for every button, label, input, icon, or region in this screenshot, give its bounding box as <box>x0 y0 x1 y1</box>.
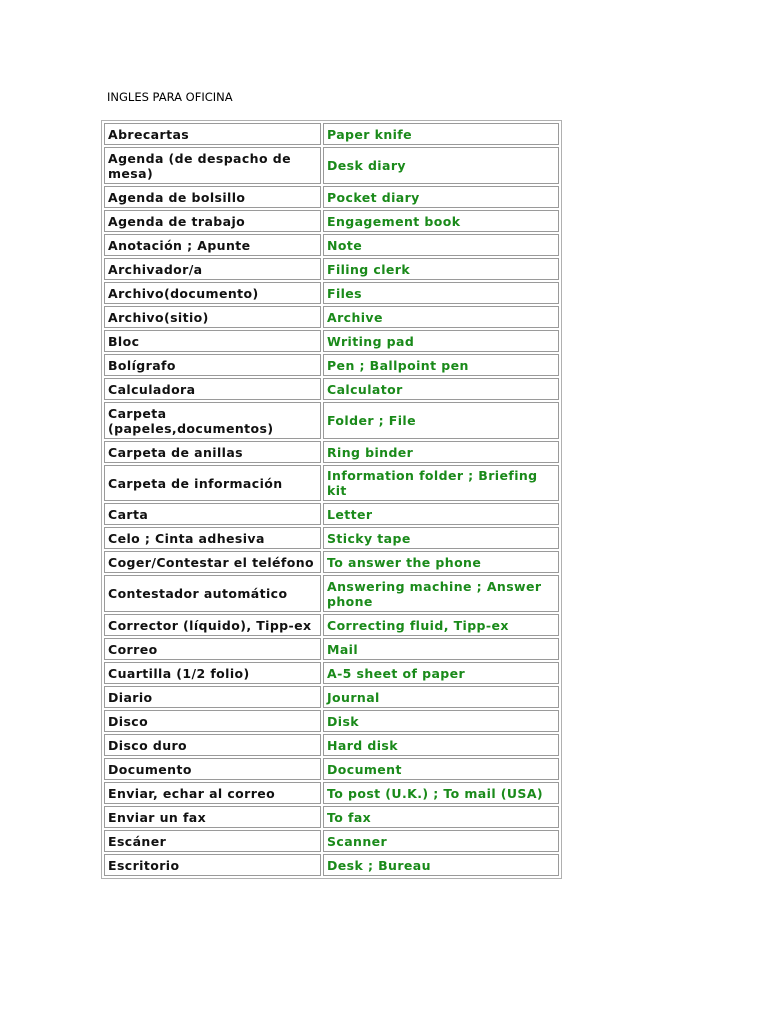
english-term: Desk diary <box>323 147 559 184</box>
spanish-term: Abrecartas <box>104 123 321 145</box>
page-title: INGLES PARA OFICINA <box>107 90 233 104</box>
spanish-term: Archivador/a <box>104 258 321 280</box>
english-term: Scanner <box>323 830 559 852</box>
table-row <box>104 147 559 184</box>
table-row <box>104 123 559 145</box>
english-term: Writing pad <box>323 330 559 352</box>
spanish-term: Calculadora <box>104 378 321 400</box>
spanish-term: Carta <box>104 503 321 525</box>
english-term: A-5 sheet of paper <box>323 662 559 684</box>
table-row <box>104 282 559 304</box>
english-term: To fax <box>323 806 559 828</box>
english-term: Files <box>323 282 559 304</box>
table-row <box>104 782 559 804</box>
spanish-term: Bloc <box>104 330 321 352</box>
table-row <box>104 354 559 376</box>
vocabulary-table <box>101 120 562 879</box>
table-row <box>104 441 559 463</box>
english-term: Pocket diary <box>323 186 559 208</box>
english-term: Ring binder <box>323 441 559 463</box>
english-term: Mail <box>323 638 559 660</box>
english-term: Information folder ; Briefing kit <box>323 465 559 501</box>
table-row <box>104 710 559 732</box>
table-row <box>104 210 559 232</box>
table-row <box>104 614 559 636</box>
table-row <box>104 662 559 684</box>
english-term: To post (U.K.) ; To mail (USA) <box>323 782 559 804</box>
spanish-term: Anotación ; Apunte <box>104 234 321 256</box>
table-row <box>104 527 559 549</box>
english-term: Filing clerk <box>323 258 559 280</box>
spanish-term: Cuartilla (1/2 folio) <box>104 662 321 684</box>
spanish-term: Carpeta de anillas <box>104 441 321 463</box>
english-term: Letter <box>323 503 559 525</box>
table-row <box>104 734 559 756</box>
table-row <box>104 854 559 876</box>
english-term: Journal <box>323 686 559 708</box>
spanish-term: Disco <box>104 710 321 732</box>
english-term: Hard disk <box>323 734 559 756</box>
spanish-term: Carpeta de información <box>104 465 321 501</box>
english-term: Folder ; File <box>323 402 559 439</box>
spanish-term: Archivo(sitio) <box>104 306 321 328</box>
table-row <box>104 575 559 612</box>
table-row <box>104 330 559 352</box>
english-term: Desk ; Bureau <box>323 854 559 876</box>
table-row <box>104 758 559 780</box>
english-term: Correcting fluid, Tipp-ex <box>323 614 559 636</box>
spanish-term: Carpeta (papeles,documentos) <box>104 402 321 439</box>
english-term: Document <box>323 758 559 780</box>
spanish-term: Celo ; Cinta adhesiva <box>104 527 321 549</box>
english-term: Answering machine ; Answer phone <box>323 575 559 612</box>
table-row <box>104 638 559 660</box>
english-term: Engagement book <box>323 210 559 232</box>
table-row <box>104 806 559 828</box>
english-term: Calculator <box>323 378 559 400</box>
table-row <box>104 686 559 708</box>
spanish-term: Bolígrafo <box>104 354 321 376</box>
table-row <box>104 551 559 573</box>
english-term: Archive <box>323 306 559 328</box>
table-row <box>104 186 559 208</box>
spanish-term: Agenda de bolsillo <box>104 186 321 208</box>
spanish-term: Contestador automático <box>104 575 321 612</box>
english-term: Disk <box>323 710 559 732</box>
table-row <box>104 378 559 400</box>
spanish-term: Enviar un fax <box>104 806 321 828</box>
table-row <box>104 465 559 501</box>
spanish-term: Agenda de trabajo <box>104 210 321 232</box>
english-term: Note <box>323 234 559 256</box>
spanish-term: Coger/Contestar el teléfono <box>104 551 321 573</box>
table-row <box>104 258 559 280</box>
spanish-term: Diario <box>104 686 321 708</box>
spanish-term: Corrector (líquido), Tipp-ex <box>104 614 321 636</box>
spanish-term: Escáner <box>104 830 321 852</box>
table-row <box>104 306 559 328</box>
spanish-term: Documento <box>104 758 321 780</box>
spanish-term: Archivo(documento) <box>104 282 321 304</box>
english-term: To answer the phone <box>323 551 559 573</box>
spanish-term: Disco duro <box>104 734 321 756</box>
table-row <box>104 402 559 439</box>
english-term: Sticky tape <box>323 527 559 549</box>
english-term: Pen ; Ballpoint pen <box>323 354 559 376</box>
spanish-term: Correo <box>104 638 321 660</box>
table-row <box>104 234 559 256</box>
table-row <box>104 503 559 525</box>
spanish-term: Enviar, echar al correo <box>104 782 321 804</box>
spanish-term: Agenda (de despacho de mesa) <box>104 147 321 184</box>
vocabulary-table-body <box>104 123 559 876</box>
table-row <box>104 830 559 852</box>
english-term: Paper knife <box>323 123 559 145</box>
spanish-term: Escritorio <box>104 854 321 876</box>
